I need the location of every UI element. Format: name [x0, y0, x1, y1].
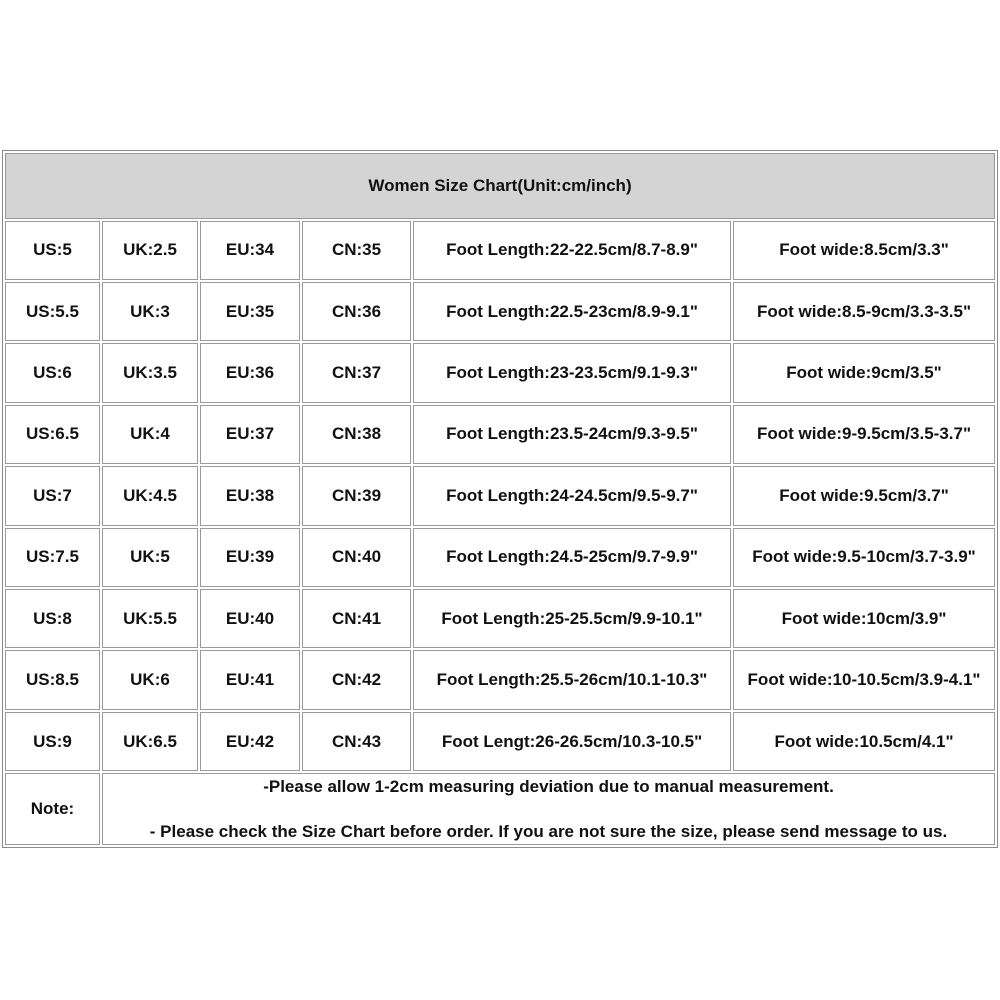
us-size-cell: US:9 — [5, 712, 100, 771]
size-row — [5, 221, 995, 280]
cn-size-cell: CN:38 — [302, 405, 411, 464]
uk-size-cell: UK:4.5 — [102, 466, 198, 525]
foot-length-cell: Foot Lengt:26-26.5cm/10.3-10.5" — [413, 712, 731, 771]
us-size-cell: US:5 — [5, 221, 100, 280]
foot-width-cell: Foot wide:10.5cm/4.1" — [733, 712, 995, 771]
size-row — [5, 405, 995, 464]
note-row — [5, 773, 995, 845]
foot-length-cell: Foot Length:23.5-24cm/9.3-9.5" — [413, 405, 731, 464]
us-size-cell: US:5.5 — [5, 282, 100, 341]
eu-size-cell: EU:40 — [200, 589, 300, 648]
cn-size-cell: CN:35 — [302, 221, 411, 280]
size-row — [5, 466, 995, 525]
title-row — [5, 153, 995, 219]
eu-size-cell: EU:39 — [200, 528, 300, 587]
foot-length-cell: Foot Length:22-22.5cm/8.7-8.9" — [413, 221, 731, 280]
eu-size-cell: EU:35 — [200, 282, 300, 341]
size-row — [5, 650, 995, 709]
eu-size-cell: EU:34 — [200, 221, 300, 280]
size-row — [5, 343, 995, 402]
us-size-cell: US:7.5 — [5, 528, 100, 587]
size-row — [5, 712, 995, 771]
note-spacer — [103, 798, 994, 820]
cn-size-cell: CN:36 — [302, 282, 411, 341]
size-chart — [2, 150, 998, 848]
uk-size-cell: UK:2.5 — [102, 221, 198, 280]
uk-size-cell: UK:5.5 — [102, 589, 198, 648]
size-row — [5, 528, 995, 587]
cn-size-cell: CN:39 — [302, 466, 411, 525]
size-chart-table — [3, 151, 997, 847]
uk-size-cell: UK:3 — [102, 282, 198, 341]
foot-length-cell: Foot Length:24.5-25cm/9.7-9.9" — [413, 528, 731, 587]
foot-length-cell: Foot Length:25-25.5cm/9.9-10.1" — [413, 589, 731, 648]
eu-size-cell: EU:36 — [200, 343, 300, 402]
us-size-cell: US:8 — [5, 589, 100, 648]
foot-length-cell: Foot Length:25.5-26cm/10.1-10.3" — [413, 650, 731, 709]
cn-size-cell: CN:43 — [302, 712, 411, 771]
eu-size-cell: EU:41 — [200, 650, 300, 709]
cn-size-cell: CN:41 — [302, 589, 411, 648]
uk-size-cell: UK:6 — [102, 650, 198, 709]
note-line-1: -Please allow 1-2cm measuring deviation due to manual measurement. — [263, 777, 834, 797]
chart-title: Women Size Chart(Unit:cm/inch) — [5, 153, 995, 219]
foot-width-cell: Foot wide:8.5-9cm/3.3-3.5" — [733, 282, 995, 341]
foot-width-cell: Foot wide:9cm/3.5" — [733, 343, 995, 402]
cn-size-cell: CN:37 — [302, 343, 411, 402]
us-size-cell: US:8.5 — [5, 650, 100, 709]
foot-width-cell: Foot wide:8.5cm/3.3" — [733, 221, 995, 280]
foot-length-cell: Foot Length:23-23.5cm/9.1-9.3" — [413, 343, 731, 402]
note-label: Note: — [5, 773, 100, 845]
foot-width-cell: Foot wide:9-9.5cm/3.5-3.7" — [733, 405, 995, 464]
foot-width-cell: Foot wide:9.5-10cm/3.7-3.9" — [733, 528, 995, 587]
eu-size-cell: EU:37 — [200, 405, 300, 464]
foot-width-cell: Foot wide:10cm/3.9" — [733, 589, 995, 648]
foot-length-cell: Foot Length:22.5-23cm/8.9-9.1" — [413, 282, 731, 341]
foot-length-cell: Foot Length:24-24.5cm/9.5-9.7" — [413, 466, 731, 525]
size-row — [5, 282, 995, 341]
uk-size-cell: UK:6.5 — [102, 712, 198, 771]
note-text — [102, 773, 995, 845]
foot-width-cell: Foot wide:9.5cm/3.7" — [733, 466, 995, 525]
cn-size-cell: CN:42 — [302, 650, 411, 709]
foot-width-cell: Foot wide:10-10.5cm/3.9-4.1" — [733, 650, 995, 709]
note-line-2: - Please check the Size Chart before order. If you are not sure the size, please send message to us. — [149, 822, 948, 842]
uk-size-cell: UK:5 — [102, 528, 198, 587]
uk-size-cell: UK:3.5 — [102, 343, 198, 402]
uk-size-cell: UK:4 — [102, 405, 198, 464]
us-size-cell: US:7 — [5, 466, 100, 525]
cn-size-cell: CN:40 — [302, 528, 411, 587]
us-size-cell: US:6 — [5, 343, 100, 402]
us-size-cell: US:6.5 — [5, 405, 100, 464]
eu-size-cell: EU:42 — [200, 712, 300, 771]
size-row — [5, 589, 995, 648]
eu-size-cell: EU:38 — [200, 466, 300, 525]
